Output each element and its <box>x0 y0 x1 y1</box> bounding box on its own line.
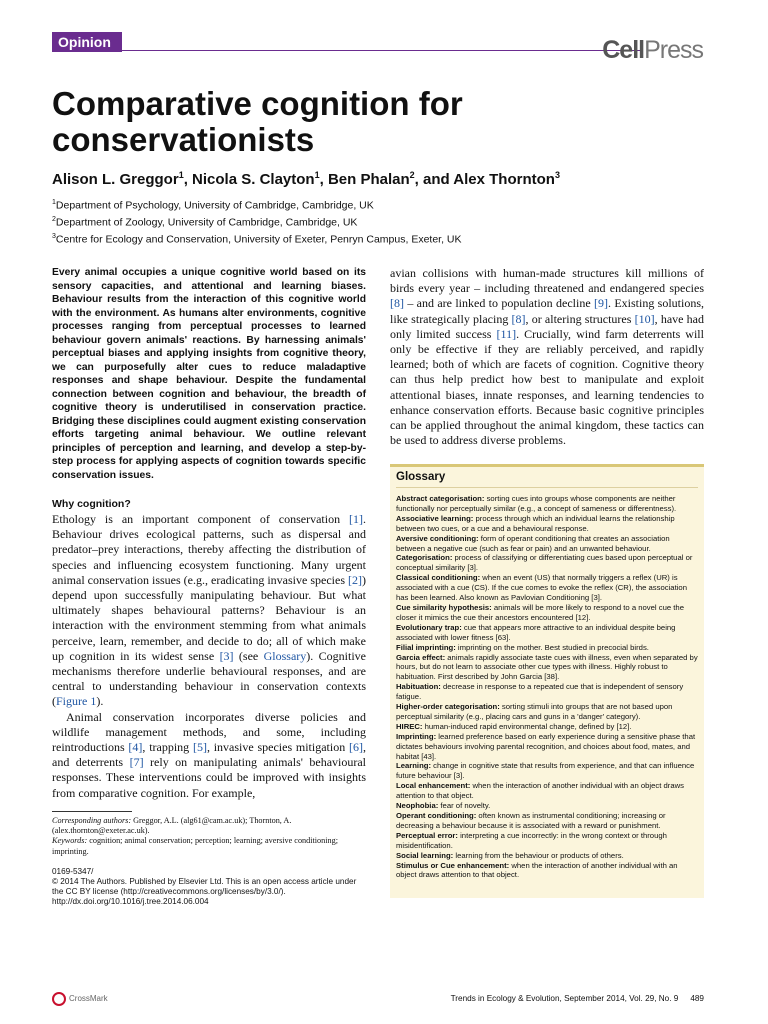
glossary-definition: change in cognitive state that results from experience, and that can influence future behaviour [3]. <box>396 761 695 781</box>
glossary-definition: when an event (US) that normally triggers a reflex (UR) is associated with a cue (CS). If the cue comes to evoke the reflex (CR), the association has been learned. Also known as Pavlovian Conditioning [3]. <box>396 573 687 603</box>
reference-link[interactable]: [10] <box>634 311 655 326</box>
reference-link[interactable]: [8] <box>511 311 526 326</box>
kw-text: cognition; animal conservation; perception; learning; aversive conditioning; imprinting. <box>52 836 338 856</box>
footnote-rule <box>52 811 132 812</box>
glossary-definition: sorting cues into groups whose components are neither functionally nor perceptually similar (e.g., a concept of sameness or differentness). <box>396 494 677 513</box>
abstract: Every animal occupies a unique cognitive world based on its sensory capacities, and attentional and learning biases. Behaviour results from the interaction of this cognitive world with the environment. As humans alter environments, cognitive processes ranging from perceptual processes to learned behaviour govern animals' reactions. By harnessing animals' perceptual biases and applying insights from cognitive theory, we can purposefully alter cues to reduce maladaptive responses and shape behaviour. Despite the fundamental connection between cognition and behaviour, the breadth of cognitive theory is underutilised in conservation practice. Bridging these disciplines could augment existing conservation efforts targeting animal behaviour. We outline relevant principles of perception and learning, and develop a step-by-step process for applying aspects of cognition towards specific conservation issues. <box>52 267 366 481</box>
glossary-term: Abstract categorisation: <box>396 494 485 503</box>
section-tag: Opinion <box>52 32 122 52</box>
kw-label: Keywords: <box>52 836 88 846</box>
author-name: Nicola S. Clayton <box>192 171 315 188</box>
reference-link[interactable]: Glossary <box>263 648 307 663</box>
journal-citation: Trends in Ecology & Evolution, September 2014, Vol. 29, No. 9 <box>450 994 679 1003</box>
glossary-definition: animals rapidly associate taste cues with illness, even when separated by hours, but do not learn to associate other cue types with illness. Highly robust to habituation. First described by John Garcia [38]. <box>396 652 698 682</box>
reference-link[interactable]: [11] <box>496 326 517 341</box>
affiliation: $^3$Centre for Ecology and Conservation, University of Exeter, Penryn Campus, Exeter, UK <box>52 233 462 246</box>
glossary-term: Categorisation: <box>396 553 453 563</box>
affiliation: $^1$Department of Psychology, University of Cambridge, Cambridge, UK <box>52 199 374 212</box>
glossary-entry <box>396 623 698 643</box>
glossary-entry <box>396 702 698 722</box>
glossary-definition: process of classifying or differentiating cues based upon perceptual or conceptual similarity [3]. <box>396 553 693 573</box>
crossmark-label: CrossMark <box>69 994 108 1004</box>
glossary-definition: learning from the behaviour or products of others. <box>453 850 624 860</box>
corr-label: Corresponding authors: <box>52 816 132 825</box>
glossary-definition: human-induced rapid environmental change, defined by [12]. <box>422 721 632 731</box>
glossary-entry <box>396 494 698 514</box>
license-text[interactable]: © 2014 The Authors. Published by Elsevier Ltd. This is an open access article under the CC BY license (http://creativecommons.org/licenses/by/3.0/). http://dx.doi.org/10.1016/j.tree.2014.06.004 <box>52 877 357 907</box>
section-heading: Why cognition? <box>52 498 131 510</box>
author-name: Ben Phalan <box>327 171 410 188</box>
author-list: Alison L. Greggor$^1$, Nicola S. Clayton$^1$, Ben Phalan$^2$, and Alex Thornton$^3$ <box>52 170 560 188</box>
glossary-definition: interpreting a cue incorrectly: in the wrong context or through misidentification. <box>396 830 667 850</box>
footnotes <box>52 811 366 908</box>
glossary-term: Habituation: <box>396 682 441 692</box>
affiliation-number: 2 <box>52 216 56 223</box>
reference-link[interactable]: [9] <box>593 296 608 311</box>
page-number: 489 <box>690 994 704 1003</box>
page-header <box>52 32 703 64</box>
reference-link[interactable]: [2] <box>348 572 362 587</box>
affiliation: $^2$Department of Zoology, University of Cambridge, Cambridge, UK <box>52 216 358 229</box>
reference-link[interactable]: [5] <box>192 740 207 755</box>
glossary-definition: form of operant conditioning that creates an association between a negative cue (such as fear or pain) and an unwanted behaviour. <box>396 533 670 553</box>
glossary-entry <box>396 801 698 811</box>
glossary-entry <box>396 682 698 702</box>
glossary-term: Filial imprinting: <box>396 642 456 652</box>
reference-link[interactable]: [8] <box>390 296 404 311</box>
glossary-term: Cue similarity hypothesis: <box>396 602 492 612</box>
glossary-definition: fear of novelty. <box>438 801 491 811</box>
crossmark[interactable] <box>52 992 108 1006</box>
logo-cell: Cell <box>602 36 645 64</box>
glossary-list <box>396 494 698 880</box>
paragraph-right: avian collisions with human-made structures kill millions of birds every year – including threatened and endangered species [8] – and are linked to population decline [9]. Existing solutions, like strategically placing [8], or altering structures [10], have had only limited success [11]. Crucially, wind farm deterrents will only be effective if they are reliably perceived, and rapidly learned; both of which are facets of cognition. Cognitive theory can thus help predict how best to manipulate and exploit attentional biases, innate responses, and learning tendencies to enhance conservation efforts. Because basic cognitive principles can be applied throughout the animal kingdom, these tactics can be used to address diverse problems. <box>390 266 705 448</box>
glossary-definition: decrease in response to a repeated cue that is independent of sensory fatigue. <box>396 682 684 702</box>
glossary-title: Glossary <box>396 471 698 488</box>
glossary-term: Learning: <box>396 761 432 771</box>
glossary-entry <box>396 643 698 653</box>
author-affiliation-mark: 1 <box>314 170 320 180</box>
glossary-term: Neophobia: <box>396 801 439 811</box>
affiliation-number: 1 <box>52 199 56 206</box>
reference-link[interactable]: [3] <box>219 648 234 663</box>
paragraph-1: Ethology is an important component of conservation [1]. Behaviour drives ecological patterns, such as dispersal and predator–prey interactions, thereby affecting the distribution of species and influencing ecosystem functioning. Many urgent animal conservation issues (e.g., eradicating invasive species [2]) depend upon successfully manipulating behaviour. But what ultimately shapes behavioural patterns? Behaviour is an interaction with the environment stemming from what animals perceive, learn, remember, and decide to do; all of which make up cognition in its widest sense [3] (see Glossary). Cognitive mechanisms therefore underlie behavioural responses, and are central to understanding behaviour in conservation contexts (Figure 1). <box>52 512 366 709</box>
glossary-entry <box>396 514 698 534</box>
glossary-definition: imprinting on the mother. Best studied in precocial birds. <box>455 642 649 652</box>
page-footer <box>451 994 704 1003</box>
glossary-definition: process through which an individual learns the relationship between two cues, or a cue and a behavioural response. <box>396 513 675 533</box>
reference-link[interactable]: [4] <box>128 740 143 755</box>
author-affiliation-mark: 2 <box>409 170 415 180</box>
reference-link[interactable]: [1] <box>349 512 363 526</box>
crossmark-icon <box>52 992 66 1006</box>
glossary-term: Aversive conditioning: <box>396 533 479 543</box>
corresponding-authors <box>52 816 366 836</box>
affiliation-number: 3 <box>52 233 56 240</box>
glossary-entry <box>396 603 698 623</box>
glossary-entry <box>396 573 698 603</box>
glossary-entry <box>396 722 698 732</box>
author-affiliation-mark: 3 <box>554 170 560 180</box>
glossary-entry <box>396 732 698 762</box>
glossary-entry <box>396 653 698 683</box>
keywords <box>52 836 366 856</box>
author-name: Alison L. Greggor <box>52 171 179 188</box>
logo-press: Press <box>644 36 703 64</box>
left-column <box>52 266 366 801</box>
glossary-definition: cue that appears more attractive to an individual despite being associated with lower fitness [63]. <box>396 622 676 642</box>
glossary-box <box>390 464 704 898</box>
glossary-entry <box>396 811 698 831</box>
glossary-term: HIREC: <box>396 721 423 731</box>
glossary-term: Classical conditioning: <box>396 573 481 583</box>
article-title: Comparative cognition for conservationists <box>52 85 463 158</box>
header-rule <box>122 50 642 51</box>
glossary-entry <box>396 781 698 801</box>
author-name: Alex Thornton <box>453 171 555 188</box>
glossary-definition: when the interaction of another individual with an object draws attention to that object. <box>396 781 685 801</box>
glossary-term: Garcia effect: <box>396 652 446 662</box>
glossary-entry <box>396 553 698 573</box>
reference-link[interactable]: Figure 1 <box>56 694 97 709</box>
glossary-term: Imprinting: <box>396 731 437 741</box>
glossary-definition: when the interaction of another individual with an object draws attention to that object. <box>396 860 678 880</box>
reference-link[interactable]: [7] <box>129 755 144 770</box>
glossary-term: Operant conditioning: <box>396 811 477 820</box>
cellpress-logo <box>602 36 703 65</box>
glossary-definition: animals will be more likely to respond to a novel cue the closer it mimics the cue their ancestors encountered [12]. <box>396 602 684 622</box>
affiliation-list <box>52 196 462 247</box>
right-column <box>390 266 704 448</box>
glossary-entry <box>396 851 698 861</box>
glossary-entry <box>396 534 698 554</box>
glossary-term: Stimulus or Cue enhancement: <box>396 860 510 870</box>
corr-text[interactable]: Greggor, A.L. (alg61@cam.ac.uk); Thornton, A. (alex.thornton@exeter.ac.uk). <box>52 816 292 836</box>
glossary-term: Local enhancement: <box>396 781 471 791</box>
glossary-term: Associative learning: <box>396 513 474 523</box>
author-affiliation-mark: 1 <box>178 170 184 180</box>
glossary-entry <box>396 761 698 781</box>
glossary-definition: often known as instrumental conditioning; increasing or decreasing a behaviour because it is associated with a reward or punishment. <box>396 811 666 830</box>
glossary-term: Evolutionary trap: <box>396 622 462 632</box>
glossary-term: Social learning: <box>396 850 454 860</box>
glossary-definition: sorting stimuli into groups that are not based upon perceptual similarity (e.g., placing cars and guns in a 'danger' category). <box>396 702 673 721</box>
issn: 0169-5347/ <box>52 866 94 876</box>
glossary-definition: learned preference based on early experience during a sensitive phase that dictates behaviours involving parental recognition, and choices about food, mates, and habitat [43]. <box>396 731 696 761</box>
glossary-term: Perceptual error: <box>396 830 458 840</box>
glossary-entry <box>396 861 698 881</box>
reference-link[interactable]: [6] <box>349 740 363 755</box>
glossary-term: Higher-order categorisation: <box>396 702 500 712</box>
paragraph-2: Animal conservation incorporates diverse policies and wildlife management methods, and some, including reintroductions [4], trapping [5], invasive species mitigation [6], and deterrents [7] rely on manipulating animals' behavioural responses. These interventions could be improved with insights from comparative cognition. For example, <box>52 709 367 800</box>
glossary-entry <box>396 831 698 851</box>
